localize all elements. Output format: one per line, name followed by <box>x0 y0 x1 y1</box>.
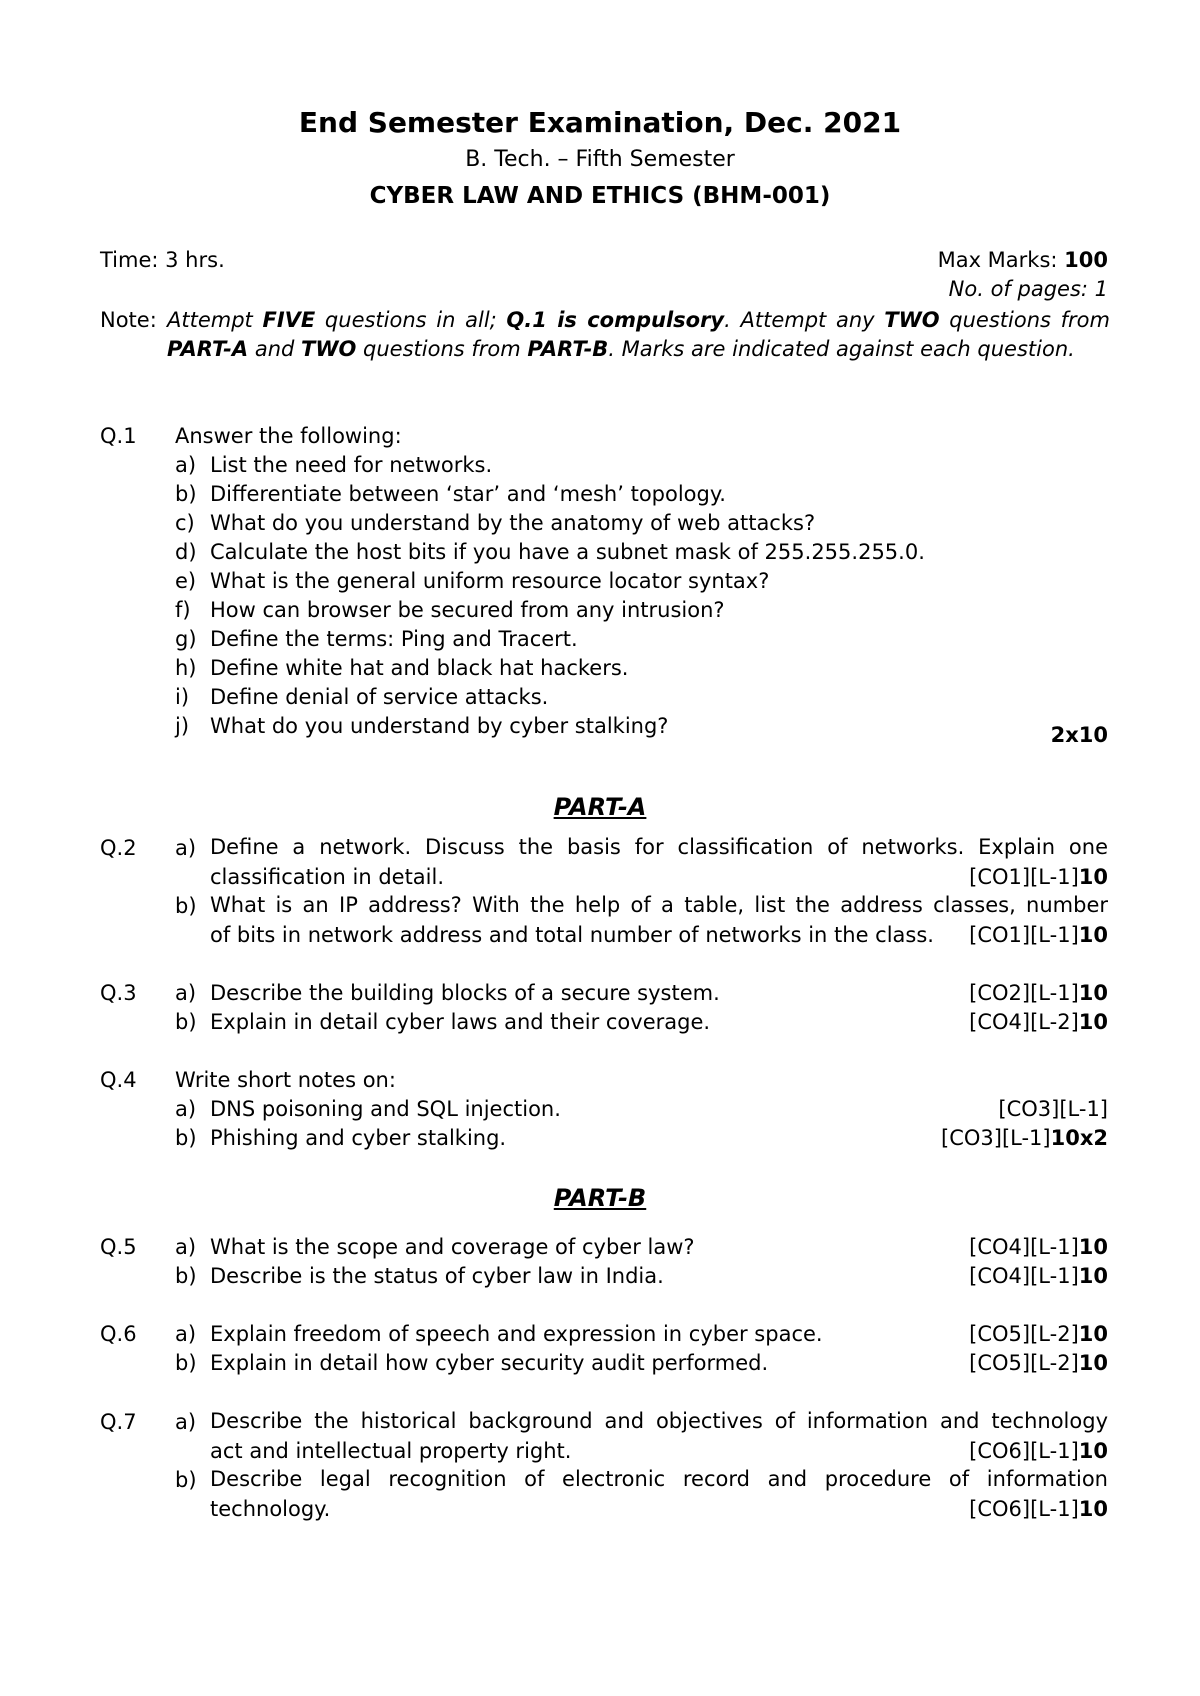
subpart-label: a) <box>175 836 197 860</box>
subpart-text: Describe is the status of cyber law in India. <box>210 1264 664 1288</box>
subpart-label: a) <box>175 1097 197 1121</box>
question-number: Q.7 <box>100 1410 137 1434</box>
subpart-text: What do you understand by the anatomy of web attacks? <box>210 511 816 535</box>
subpart-label: f) <box>175 598 191 622</box>
co-marks: [CO4][L-2]10 <box>969 1010 1108 1034</box>
subpart-label: b) <box>175 1468 197 1492</box>
question-6b <box>0 1350 1200 1376</box>
q7a-line2-row <box>0 1438 1200 1464</box>
part-b-heading: PART-B <box>553 1184 647 1212</box>
question-1-marks: 2x10 <box>1050 723 1108 747</box>
question-3b <box>0 1009 1200 1035</box>
list-item <box>0 510 1200 536</box>
q7a-line1: Describe the historical background and objectives of information and technology <box>210 1409 1108 1433</box>
q7a-co-marks: [CO6][L-1]10 <box>969 1439 1108 1463</box>
question-number: Q.3 <box>100 981 137 1005</box>
q2b-co-marks: [CO1][L-1]10 <box>969 923 1108 947</box>
subpart-label: a) <box>175 453 197 477</box>
list-item <box>0 626 1200 652</box>
subpart-text: Differentiate between ‘star’ and ‘mesh’ topology. <box>210 482 726 506</box>
subpart-label: h) <box>175 656 197 680</box>
list-item <box>0 684 1200 710</box>
time-label: Time: 3 hrs. <box>100 248 225 272</box>
pages-row <box>0 276 1200 302</box>
question-4-header <box>0 1067 1200 1093</box>
subpart-label: b) <box>175 1351 197 1375</box>
question-number: Q.2 <box>100 836 137 860</box>
list-item <box>0 568 1200 594</box>
q2a-line1: Define a network. Discuss the basis for classification of networks. Explain one <box>210 835 1108 859</box>
list-item <box>0 655 1200 681</box>
subpart-label: j) <box>175 714 190 738</box>
co-marks: [CO3][L-1]10x2 <box>941 1126 1108 1150</box>
question-5b <box>0 1263 1200 1289</box>
note-label: Note: <box>100 308 157 332</box>
question-number: Q.4 <box>100 1068 137 1092</box>
subpart-label: d) <box>175 540 197 564</box>
subpart-label: a) <box>175 1235 197 1259</box>
meta-row <box>0 247 1200 273</box>
question-intro: Answer the following: <box>175 424 402 448</box>
q7a-line2: act and intellectual property right. <box>210 1439 572 1463</box>
question-1-marks-row <box>0 722 1200 748</box>
question-number: Q.1 <box>100 424 137 448</box>
max-marks: Max Marks: 100 <box>937 248 1108 272</box>
co-marks: [CO2][L-1]10 <box>969 981 1108 1005</box>
subpart-label: a) <box>175 1322 197 1346</box>
subpart-text: What is the scope and coverage of cyber law? <box>210 1235 695 1259</box>
course-title: CYBER LAW AND ETHICS (BHM-001) <box>369 183 831 209</box>
question-number: Q.6 <box>100 1322 137 1346</box>
question-number: Q.5 <box>100 1235 137 1259</box>
question-6a <box>0 1321 1200 1347</box>
subpart-label: b) <box>175 482 197 506</box>
q7b-co-marks: [CO6][L-1]10 <box>969 1497 1108 1521</box>
q2a-line2-row <box>0 864 1200 890</box>
co-marks: [CO5][L-2]10 <box>969 1322 1108 1346</box>
co-marks: [CO4][L-1]10 <box>969 1264 1108 1288</box>
subpart-text: Explain in detail how cyber security audit performed. <box>210 1351 769 1375</box>
q2b-line1: What is an IP address? With the help of a table, list the address classes, number <box>210 893 1108 917</box>
subpart-text: Phishing and cyber stalking. <box>210 1126 507 1150</box>
subpart-text: Explain in detail cyber laws and their coverage. <box>210 1010 711 1034</box>
subpart-text: Calculate the host bits if you have a subnet mask of 255.255.255.0. <box>210 540 925 564</box>
subpart-text: Explain freedom of speech and expression in cyber space. <box>210 1322 823 1346</box>
question-intro: Write short notes on: <box>175 1068 396 1092</box>
subpart-label: i) <box>175 685 190 709</box>
max-marks-value: 100 <box>1064 248 1108 272</box>
co-marks: [CO5][L-2]10 <box>969 1351 1108 1375</box>
subpart-label: a) <box>175 981 197 1005</box>
q2b-line2: of bits in network address and total number of networks in the class. <box>210 923 934 947</box>
list-item <box>0 597 1200 623</box>
q7b-line1: Describe legal recognition of electronic record and procedure of information <box>210 1467 1108 1491</box>
page-count: No. of pages: 1 <box>948 277 1108 301</box>
subpart-label: b) <box>175 894 197 918</box>
subpart-text: What is the general uniform resource locator syntax? <box>210 569 770 593</box>
co-marks: [CO4][L-1]10 <box>969 1235 1108 1259</box>
exam-title: End Semester Examination, Dec. 2021 <box>298 106 902 139</box>
list-item <box>0 539 1200 565</box>
subpart-label: g) <box>175 627 197 651</box>
subpart-text: Describe the building blocks of a secure system. <box>210 981 720 1005</box>
part-a-heading: PART-A <box>553 793 647 821</box>
subpart-label: a) <box>175 1410 197 1434</box>
subpart-text: Define white hat and black hat hackers. <box>210 656 629 680</box>
subpart-text: DNS poisoning and SQL injection. <box>210 1097 561 1121</box>
subpart-text: Define denial of service attacks. <box>210 685 549 709</box>
subpart-text: What do you understand by cyber stalking? <box>210 714 669 738</box>
q7b-line2: technology. <box>210 1497 331 1521</box>
question-4b <box>0 1125 1200 1151</box>
subpart-label: c) <box>175 511 195 535</box>
note-text: Attempt FIVE questions in all; Q.1 is compulsory. Attempt any TWO questions from PART-A and TWO questions from PART-B. Marks are indicated against each question. <box>167 308 1110 361</box>
question-5a <box>0 1234 1200 1260</box>
q2a-line2: classification in detail. <box>210 865 445 889</box>
question-4a <box>0 1096 1200 1122</box>
subpart-label: b) <box>175 1010 197 1034</box>
list-item <box>0 452 1200 478</box>
subpart-label: e) <box>175 569 197 593</box>
q7b-line2-row <box>0 1496 1200 1522</box>
list-item <box>0 481 1200 507</box>
question-3a <box>0 980 1200 1006</box>
co-label: [CO3][L-1] <box>998 1097 1108 1121</box>
subpart-text: How can browser be secured from any intrusion? <box>210 598 725 622</box>
q2a-co-marks: [CO1][L-1]10 <box>969 865 1108 889</box>
question-1-header <box>0 423 1200 449</box>
q2b-line2-row <box>0 922 1200 948</box>
program-line: B. Tech. – Fifth Semester <box>465 147 735 172</box>
subpart-text: Define the terms: Ping and Tracert. <box>210 627 578 651</box>
subpart-label: b) <box>175 1264 197 1288</box>
subpart-text: List the need for networks. <box>210 453 493 477</box>
subpart-label: b) <box>175 1126 197 1150</box>
